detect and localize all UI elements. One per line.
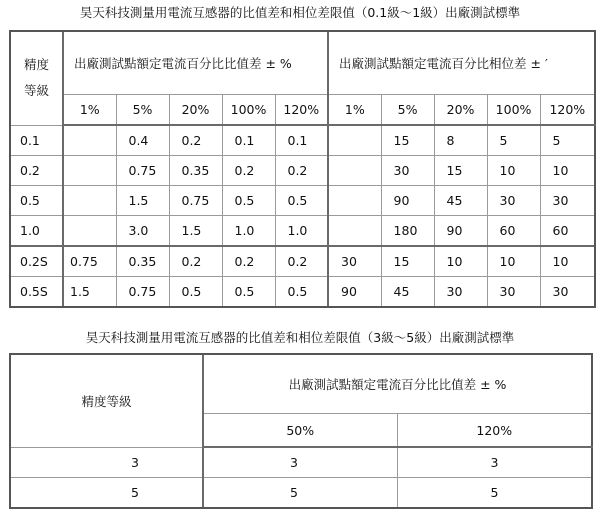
grade-cell: 1.0 [10, 216, 63, 247]
ratio-value-cell: 0.1 [275, 125, 328, 156]
ratio-value-cell: 1.5 [63, 277, 116, 308]
phase-value-cell: 10 [434, 246, 487, 277]
ratio-value-cell: 0.2 [275, 156, 328, 186]
percent-header-row [10, 95, 595, 126]
ratio-percent-120pct: 120% [275, 95, 328, 126]
grade-header [10, 31, 63, 125]
ratio-value-cell: 0.75 [116, 156, 169, 186]
ratio-value-cell: 0.2 [169, 125, 222, 156]
ratio-percent-1pct: 1% [63, 95, 116, 126]
grade-cell: 3 [10, 447, 203, 478]
phase-value-cell: 15 [434, 156, 487, 186]
ratio-percent-100pct: 100% [222, 95, 275, 126]
table-row [10, 478, 592, 509]
ratio-error-header: 出廠測試點額定電流百分比比值差 ± % [203, 354, 592, 414]
phase-percent-1pct: 1% [328, 95, 381, 126]
ratio-value-cell: 1.0 [275, 216, 328, 247]
phase-error-header: 出廠測試點額定電流百分比相位差 ± ′ [328, 31, 595, 95]
phase-value-cell: 5 [487, 125, 540, 156]
grade-cell: 0.5S [10, 277, 63, 308]
table-row [10, 186, 595, 216]
ratio-value-cell: 3 [397, 447, 592, 478]
phase-value-cell: 45 [434, 186, 487, 216]
phase-value-cell: 30 [540, 277, 595, 308]
ratio-value-cell: 5 [203, 478, 397, 509]
phase-value-cell: 5 [540, 125, 595, 156]
ratio-value-cell: 0.5 [275, 277, 328, 308]
phase-value-cell: 45 [381, 277, 434, 308]
ratio-percent-50pct: 50% [203, 414, 397, 448]
ratio-value-cell: 5 [397, 478, 592, 509]
phase-value-cell: 10 [540, 156, 595, 186]
phase-value-cell: 30 [487, 186, 540, 216]
ratio-value-cell: 0.5 [275, 186, 328, 216]
table-row [10, 125, 595, 156]
grade-header-line2: 等級 [23, 83, 49, 99]
phase-value-cell: 30 [487, 277, 540, 308]
error-limits-table-3-5 [9, 353, 593, 509]
ratio-value-cell: 0.4 [116, 125, 169, 156]
phase-value-cell: 30 [540, 186, 595, 216]
table2-title: 昊天科技測量用電流互感器的比值差和相位差限值（3級～5級）出廠測試標準 [85, 330, 515, 345]
ratio-value-cell: 0.5 [169, 277, 222, 308]
ratio-value-cell [63, 216, 116, 247]
ratio-percent-20pct: 20% [169, 95, 222, 126]
ratio-value-cell: 0.5 [222, 186, 275, 216]
grade-cell: 0.2S [10, 246, 63, 277]
phase-value-cell [328, 156, 381, 186]
ratio-value-cell: 0.2 [275, 246, 328, 277]
phase-percent-5pct: 5% [381, 95, 434, 126]
table-row [10, 277, 595, 308]
phase-value-cell: 30 [434, 277, 487, 308]
ratio-value-cell: 1.5 [116, 186, 169, 216]
phase-value-cell [328, 186, 381, 216]
ratio-value-cell: 0.75 [169, 186, 222, 216]
ratio-value-cell [63, 186, 116, 216]
ratio-value-cell: 0.2 [222, 246, 275, 277]
ratio-error-header: 出廠測試點額定電流百分比比值差 ± % [63, 31, 328, 95]
phase-value-cell: 10 [487, 246, 540, 277]
grade-cell: 0.5 [10, 186, 63, 216]
ratio-percent-5pct: 5% [116, 95, 169, 126]
ratio-value-cell: 3.0 [116, 216, 169, 247]
phase-value-cell [328, 216, 381, 247]
phase-value-cell: 60 [487, 216, 540, 247]
phase-value-cell: 30 [381, 156, 434, 186]
ratio-value-cell: 0.5 [222, 277, 275, 308]
phase-percent-100pct: 100% [487, 95, 540, 126]
ratio-value-cell: 0.35 [169, 156, 222, 186]
ratio-percent-120pct: 120% [397, 414, 592, 448]
ratio-value-cell: 1.5 [169, 216, 222, 247]
table-row [10, 216, 595, 247]
phase-value-cell: 8 [434, 125, 487, 156]
phase-percent-20pct: 20% [434, 95, 487, 126]
ratio-value-cell [63, 125, 116, 156]
grade-header-line1: 精度 [23, 57, 49, 73]
grade-cell: 0.2 [10, 156, 63, 186]
ratio-value-cell: 0.1 [222, 125, 275, 156]
ratio-value-cell: 0.2 [222, 156, 275, 186]
table-row [10, 156, 595, 186]
ratio-value-cell: 0.75 [63, 246, 116, 277]
grade-cell: 0.1 [10, 125, 63, 156]
grade-header: 精度等級 [10, 354, 203, 447]
ratio-value-cell: 3 [203, 447, 397, 478]
phase-percent-120pct: 120% [540, 95, 595, 126]
phase-value-cell: 180 [381, 216, 434, 247]
phase-value-cell: 60 [540, 216, 595, 247]
ratio-value-cell: 1.0 [222, 216, 275, 247]
error-limits-table-0.1-1 [9, 30, 596, 308]
table-row [10, 246, 595, 277]
phase-value-cell: 30 [328, 246, 381, 277]
phase-value-cell [328, 125, 381, 156]
phase-value-cell: 90 [328, 277, 381, 308]
phase-value-cell: 10 [487, 156, 540, 186]
phase-value-cell: 15 [381, 246, 434, 277]
ratio-value-cell: 0.35 [116, 246, 169, 277]
ratio-value-cell: 0.2 [169, 246, 222, 277]
table-row [10, 447, 592, 478]
grade-cell: 5 [10, 478, 203, 509]
phase-value-cell: 90 [434, 216, 487, 247]
phase-value-cell: 15 [381, 125, 434, 156]
ratio-value-cell: 0.75 [116, 277, 169, 308]
table1-title: 昊天科技測量用電流互感器的比值差和相位差限值（0.1級～1級）出廠測試標準 [79, 5, 521, 20]
ratio-value-cell [63, 156, 116, 186]
phase-value-cell: 10 [540, 246, 595, 277]
phase-value-cell: 90 [381, 186, 434, 216]
